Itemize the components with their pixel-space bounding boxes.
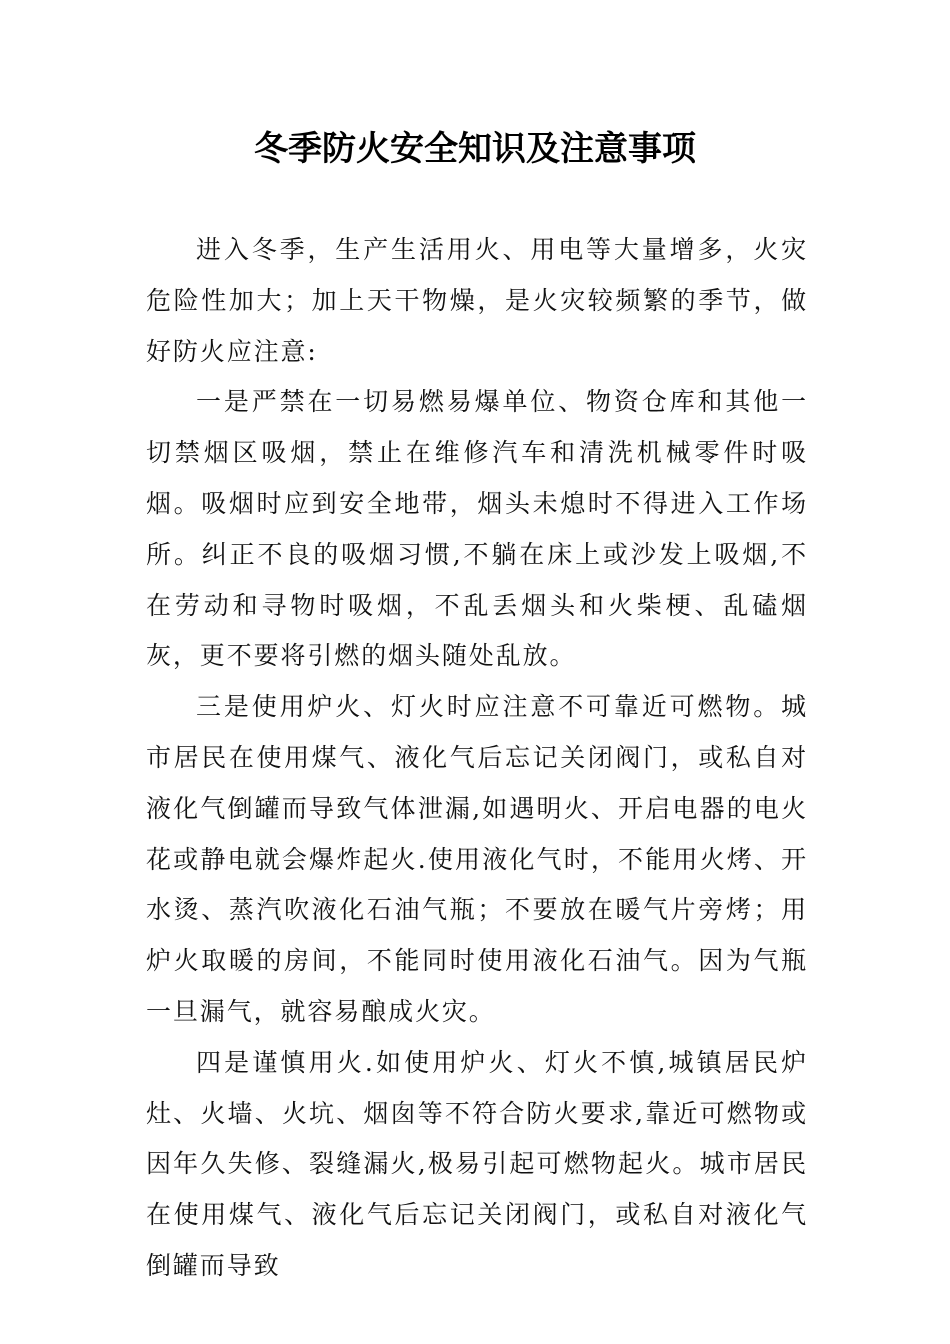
- document-title: 冬季防火安全知识及注意事项: [254, 129, 696, 169]
- document-body: [146, 225, 808, 1292]
- paragraph-intro: 进入冬季，生产生活用火、用电等大量增多，火灾危险性加大；加上天干物燥，是火灾较频繁的季节，做好防火应注意:: [146, 235, 808, 366]
- paragraph-stove-lamp: 三是使用炉火、灯火时应注意不可靠近可燃物。城市居民在使用煤气、液化气后忘记关闭阀门，或私自对液化气倒罐而导致气体泄漏,如遇明火、开启电器的电火花或静电就会爆炸起火.使用液化气时，不能用火烤、开水烫、蒸汽吹液化石油气瓶；不要放在暖气片旁烤；用炉火取暖的房间，不能同时使用液化石油气。因为气瓶一旦漏气，就容易酿成火灾。: [146, 692, 808, 1026]
- paragraph-careful-fire-use: 四是谨慎用火.如使用炉火、灯火不慎,城镇居民炉灶、火墙、火坑、烟囱等不符合防火要求,靠近可燃物或因年久失修、裂缝漏火,极易引起可燃物起火。城市居民在使用煤气、液化气后忘记关闭阀门，或私自对液化气倒罐而导致: [146, 1047, 808, 1280]
- paragraph-smoking: 一是严禁在一切易燃易爆单位、物资仓库和其他一切禁烟区吸烟，禁止在维修汽车和清洗机械零件时吸烟。吸烟时应到安全地带，烟头未熄时不得进入工作场所。纠正不良的吸烟习惯,不躺在床上或沙发上吸烟,不在劳动和寻物时吸烟，不乱丢烟头和火柴梗、乱磕烟灰，更不要将引燃的烟头随处乱放。: [146, 387, 808, 671]
